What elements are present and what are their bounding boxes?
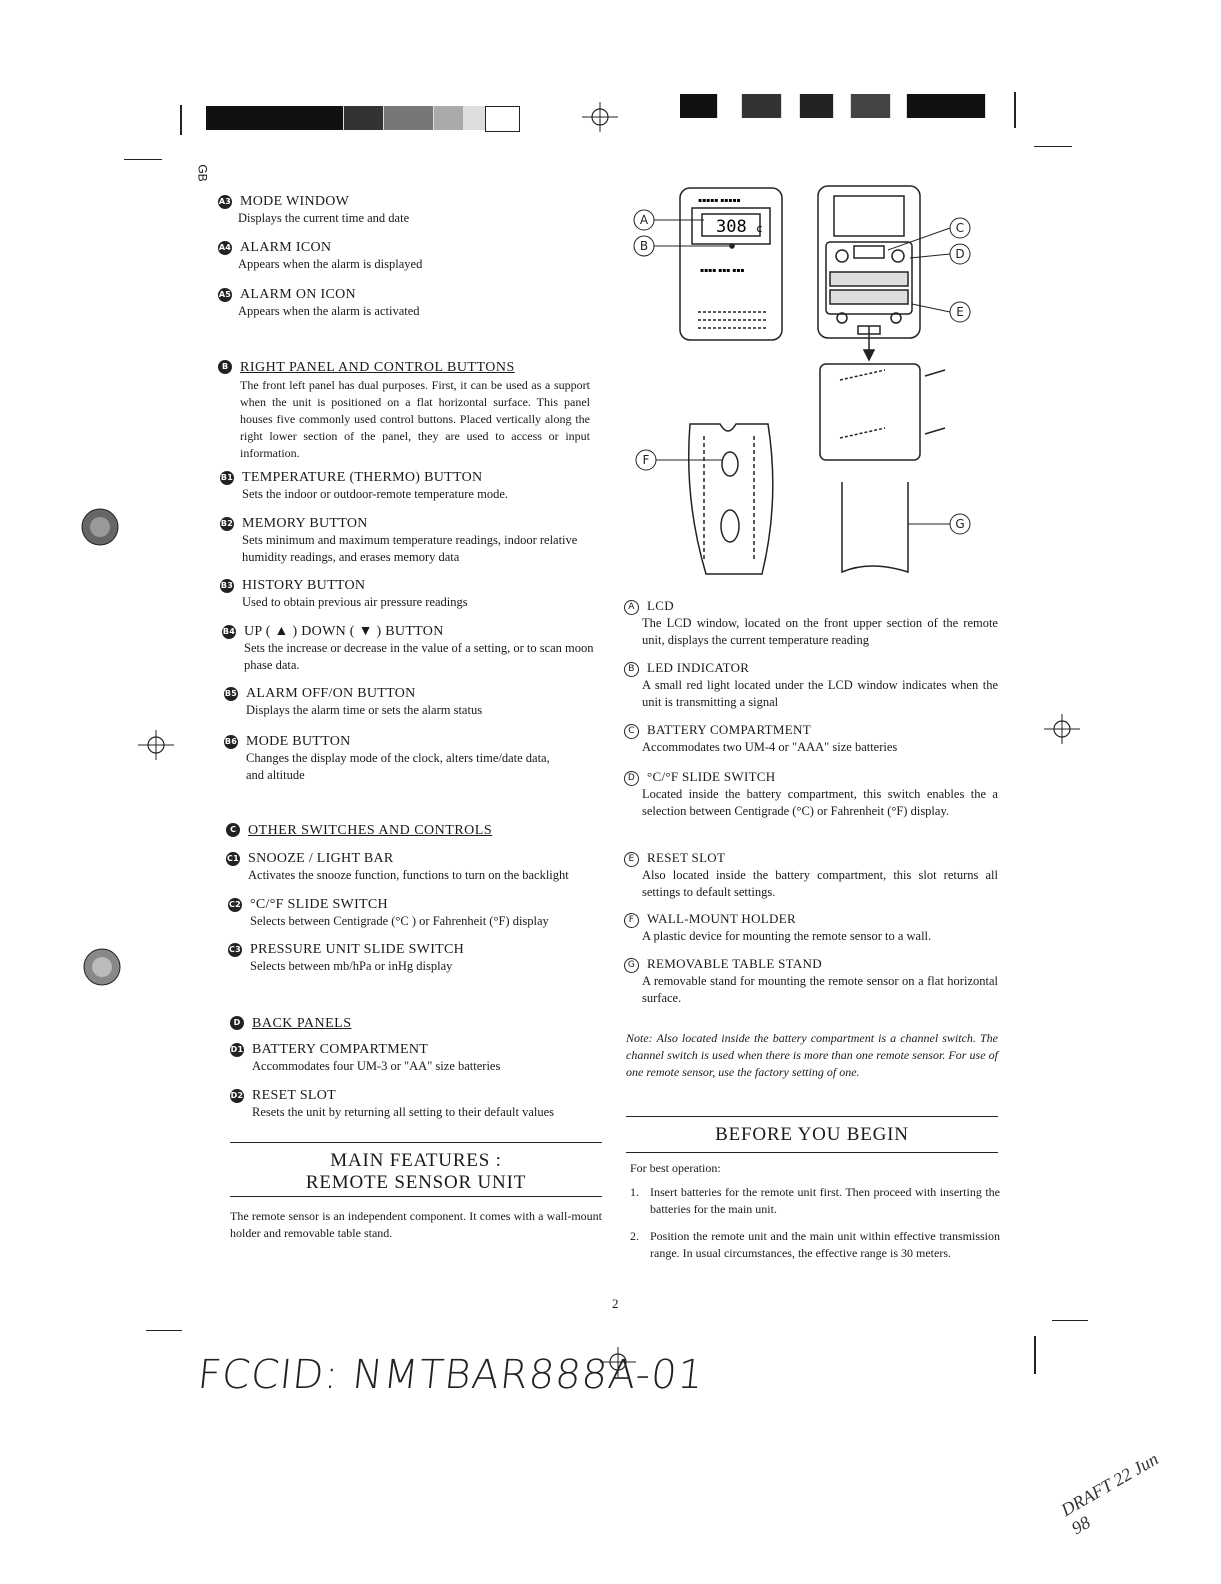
language-tab-label: GB [195, 164, 210, 182]
item-description: Resets the unit by returning all setting to their default values [252, 1105, 555, 1119]
item-marker: A3 [218, 195, 232, 209]
item-marker: C2 [228, 898, 242, 912]
before-you-begin-heading: BEFORE YOU BEGIN [715, 1124, 909, 1145]
svg-text:▪▪▪▪▪ ▪▪▪▪▪: ▪▪▪▪▪ ▪▪▪▪▪ [698, 197, 741, 204]
item-title: PRESSURE UNIT SLIDE SWITCH [250, 942, 465, 957]
item-description: Sets the increase or decrease in the value of a setting, or to scan moon phase data. [244, 641, 594, 672]
list-item [230, 1088, 610, 1121]
item-marker: G [624, 958, 639, 973]
step-number: 2. [630, 1229, 639, 1243]
item-title: MODE BUTTON [246, 734, 351, 749]
section-title: BACK PANELS [252, 1016, 352, 1031]
lcd-reading: 308 [716, 217, 747, 237]
item-marker: B3 [220, 579, 234, 593]
heading-line: MAIN FEATURES : [330, 1150, 502, 1171]
item-title: REMOVABLE TABLE STAND [647, 956, 822, 971]
print-color-bar-left [206, 106, 520, 130]
callout-e: E [956, 305, 964, 319]
item-description: A small red light located under the LCD window indicates when the unit is transmitting a signal [642, 677, 998, 709]
step-number: 1. [630, 1185, 639, 1199]
item-description: A plastic device for mounting the remote sensor to a wall. [642, 928, 932, 943]
item-title: BATTERY COMPARTMENT [647, 722, 811, 737]
item-description: Displays the current time and date [238, 211, 410, 225]
item-title: ALARM OFF/ON BUTTON [246, 686, 416, 701]
print-color-bar-right [680, 94, 986, 118]
callout-a: A [639, 213, 649, 227]
removable-table-stand [842, 482, 908, 572]
item-description: The LCD window, located on the front upper section of the remote unit, displays the current temperature reading [642, 615, 998, 647]
item-description: Accommodates four UM-3 or "AA" size batteries [252, 1059, 501, 1073]
numbered-step [630, 1184, 1000, 1218]
item-title: LCD [647, 598, 674, 613]
item-title: MODE WINDOW [240, 194, 350, 209]
list-item [224, 734, 570, 784]
registration-target-icon [1042, 712, 1082, 746]
item-title: RESET SLOT [252, 1088, 337, 1103]
list-item [218, 194, 598, 227]
item-description: Activates the snooze function, functions to turn on the backlight [248, 868, 569, 882]
callout-b: B [639, 239, 649, 253]
item-marker: B5 [224, 687, 238, 701]
list-item [624, 598, 998, 649]
mounting-plate [820, 364, 945, 460]
item-title: ALARM ON ICON [240, 287, 356, 302]
list-item [228, 897, 608, 930]
crop-mark [1014, 92, 1016, 128]
item-description: Used to obtain previous air pressure readings [242, 595, 468, 609]
page-number: 2 [612, 1296, 619, 1311]
section-marker: D [230, 1016, 244, 1030]
crop-mark [124, 159, 162, 160]
section-heading [218, 358, 598, 376]
remote-unit-back [818, 186, 920, 360]
item-title: SNOOZE / LIGHT BAR [248, 851, 394, 866]
callout-d: D [955, 247, 965, 261]
item-marker: C3 [228, 943, 242, 957]
binder-hole-icon [78, 505, 122, 549]
crop-mark [1034, 1336, 1036, 1374]
item-description: Sets the indoor or outdoor-remote temperature mode. [242, 487, 508, 501]
list-item [624, 911, 998, 945]
item-marker: B4 [222, 625, 236, 639]
heading-line: REMOTE SENSOR UNIT [305, 1172, 527, 1193]
list-item [226, 851, 606, 884]
list-item [220, 470, 600, 503]
divider [230, 1196, 602, 1197]
item-title: °C/°F SLIDE SWITCH [250, 897, 388, 912]
item-marker: B [624, 662, 639, 677]
intro-text: For best operation: [630, 1161, 721, 1175]
list-item [222, 624, 598, 674]
item-marker: C [624, 724, 639, 739]
item-description: Changes the display mode of the clock, alters time/date data, and altitude [246, 751, 550, 782]
section-heading [226, 821, 606, 839]
item-marker: B6 [224, 735, 238, 749]
section-title: OTHER SWITCHES AND CONTROLS [248, 823, 493, 838]
item-description: Appears when the alarm is displayed [238, 257, 423, 271]
item-title: °C/°F SLIDE SWITCH [647, 769, 776, 784]
callout-f: F [642, 453, 650, 467]
lcd-unit: c [756, 222, 763, 235]
item-description: Sets minimum and maximum temperature readings, indoor relative humidity readings, and erases memory data [242, 533, 578, 564]
divider [230, 1142, 602, 1143]
step-text: Insert batteries for the remote unit first. Then proceed with inserting the batteries for the main unit. [650, 1185, 1000, 1216]
item-description: Also located inside the battery compartment, this slot returns all settings to default settings. [642, 867, 998, 899]
item-marker: D2 [230, 1089, 244, 1103]
list-item [220, 578, 600, 611]
section-paragraph: The remote sensor is an independent component. It comes with a wall-mount holder and removable table stand. [230, 1209, 602, 1240]
item-marker: E [624, 852, 639, 867]
item-title: UP ( ▲ ) DOWN ( ▼ ) BUTTON [244, 624, 444, 639]
item-title: ALARM ICON [240, 240, 332, 255]
crop-mark [1034, 146, 1072, 147]
divider [626, 1152, 998, 1153]
item-marker: D [624, 771, 639, 786]
wall-mount-holder [689, 424, 773, 574]
step-text: Position the remote unit and the main unit within effective transmission range. In usual circumstances, the effective range is 30 meters. [650, 1229, 1000, 1260]
list-item [218, 287, 598, 320]
item-marker: D1 [230, 1043, 244, 1057]
list-item [224, 686, 600, 719]
item-marker: C1 [226, 852, 240, 866]
section-marker: B [218, 360, 232, 374]
item-description: Accommodates two UM-4 or "AAA" size batteries [642, 739, 898, 754]
item-title: HISTORY BUTTON [242, 578, 366, 593]
item-description: A removable stand for mounting the remote sensor on a flat horizontal surface. [642, 973, 998, 1005]
list-item [624, 850, 998, 901]
draft-stamp: DRAFT 22 Jun 98 [1057, 1448, 1162, 1539]
list-item [218, 240, 598, 273]
item-description: Located inside the battery compartment, this switch enables the a selection between Centigrade (°C) or Fahrenheit (°F) display. [642, 786, 998, 818]
handwritten-fcc-id: FCCID: NMTBAR888A-01 [195, 1352, 707, 1398]
item-description: Selects between mb/hPa or inHg display [250, 959, 453, 973]
item-description: Appears when the alarm is activated [238, 304, 420, 318]
item-marker: A4 [218, 241, 232, 255]
section-title: RIGHT PANEL AND CONTROL BUTTONS [240, 360, 515, 375]
remote-unit-front [680, 188, 782, 340]
item-marker: F [624, 913, 639, 928]
section-paragraph: The front left panel has dual purposes. First, it can be used as a support when the unit is positioned on a flat horizontal surface. This panel houses five commonly used control buttons. Placed vertically along the right lower section of the panel, they are used to access or input information. [240, 378, 590, 460]
registration-target-icon [580, 100, 620, 134]
item-marker: B1 [220, 471, 234, 485]
list-item [220, 516, 592, 566]
note-paragraph: Note: Also located inside the battery compartment is a channel switch. The channel switch is used when there is more than one remote sensor. For use of one remote sensor, use the factory setting of one. [626, 1031, 998, 1079]
list-item [228, 942, 608, 975]
item-marker: A [624, 600, 639, 615]
registration-target-icon [136, 728, 176, 762]
list-item [230, 1042, 610, 1075]
item-marker: B2 [220, 517, 234, 531]
crop-mark [180, 105, 182, 135]
binder-hole-icon [80, 945, 124, 989]
section-heading [230, 1014, 610, 1032]
item-title: MEMORY BUTTON [242, 516, 368, 531]
callout-c: C [955, 221, 965, 235]
list-item [624, 722, 998, 756]
item-description: Selects between Centigrade (°C ) or Fahrenheit (°F) display [250, 914, 549, 928]
item-title: WALL-MOUNT HOLDER [647, 911, 796, 926]
svg-text:▪▪▪▪ ▪▪▪ ▪▪▪: ▪▪▪▪ ▪▪▪ ▪▪▪ [700, 267, 745, 274]
list-item [624, 660, 998, 711]
item-title: RESET SLOT [647, 850, 726, 865]
item-marker: A5 [218, 288, 232, 302]
item-description: Displays the alarm time or sets the alarm status [246, 703, 483, 717]
numbered-step [630, 1228, 1000, 1262]
list-item [624, 956, 998, 1007]
crop-mark [146, 1330, 182, 1331]
divider [626, 1116, 998, 1117]
section-heading-main-features [230, 1150, 602, 1194]
remote-sensor-diagram [620, 180, 1000, 580]
item-title: TEMPERATURE (THERMO) BUTTON [242, 470, 483, 485]
section-marker: C [226, 823, 240, 837]
list-item [624, 769, 998, 820]
crop-mark [1052, 1320, 1088, 1321]
callout-g: G [955, 517, 965, 531]
item-title: BATTERY COMPARTMENT [252, 1042, 429, 1057]
item-title: LED INDICATOR [647, 660, 750, 675]
